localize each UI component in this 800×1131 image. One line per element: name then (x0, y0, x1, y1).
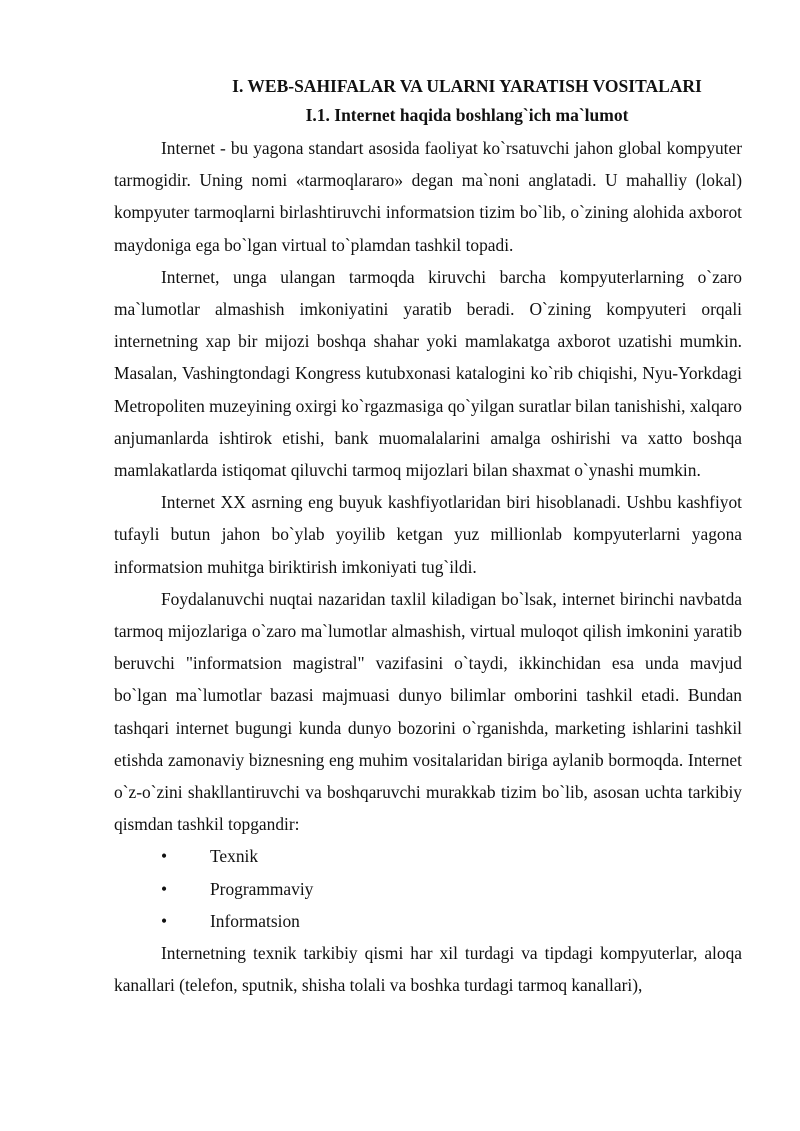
document-page (114, 72, 742, 1001)
list-item-label: Texnik (210, 846, 259, 867)
bullet-icon: • (161, 878, 168, 899)
paragraph: Internetning texnik tarkibiy qismi har xil turdagi va tipdagi kompyuterlar, aloqa kanallari (telefon, sputnik, shisha tolali va boshka turdagi tarmoq kanallari), (114, 943, 742, 996)
list-item (114, 905, 742, 937)
bullet-icon: • (161, 846, 168, 867)
component-list (114, 840, 742, 937)
paragraph: Internet XX asrning eng buyuk kashfiyotlaridan biri hisoblanadi. Ushbu kashfiyot tufayli butun jahon bo`ylab yoyilib ketgan yuz millionlab kompyuterlarni yagona informatsion muhitga biriktirish imkoniyati tug`ildi. (114, 492, 742, 577)
paragraph: Internet - bu yagona standart asosida faoliyat ko`rsatuvchi jahon global kompyuter tarmogidir. Uning nomi «tarmoqlararo» degan ma`noni anglatadi. U mahalliy (lokal) kompyuter tarmoqlarni birlashtiruvchi informatsion tizim bo`lib, o`zining alohida axborot maydoniga ega bo`lgan virtual to`plamdan tashkil topadi. (114, 138, 742, 255)
list-item-label: Informatsion (210, 910, 300, 931)
list-item-label: Programmaviy (210, 878, 314, 899)
paragraph: Internet, unga ulangan tarmoqda kiruvchi barcha kompyuterlarning o`zaro ma`lumotlar almashish imkoniyatini yaratib beradi. O`zining kompyuteri orqali internetning xap bir mijozi boshqa shahar yoki mamlakatga axborot uzatishi mumkin. Masalan, Vashingtondagi Kongress kutubxonasi katalogini ko`rib chiqishi, Nyu-Yorkdagi Metropoliten muzeyining oxirgi ko`rgazmasiga qo`yilgan suratlar bilan tanishishi, xalqaro anjumanlarda ishtirok etishi, bank muomalalarini amalga oshirishi va xatto boshqa mamlakatlarda istiqomat qiluvchi tarmoq mijozlari bilan shaxmat o`ynashi mumkin. (114, 266, 742, 481)
document-title: I. WEB-SAHIFALAR VA ULARNI YARATISH VOSITALARI (232, 76, 702, 96)
list-item (114, 840, 742, 872)
bullet-icon: • (161, 910, 168, 931)
section-subtitle: I.1. Internet haqida boshlang`ich ma`lumot (305, 105, 629, 125)
paragraph: Foydalanuvchi nuqtai nazaridan taxlil kiladigan bo`lsak, internet birinchi navbatda tarmoq mijozlariga o`zaro ma`lumotlar almashish, virtual muloqot qilish imkonini yaratib beruvchi "informatsion magistral" vazifasini o`taydi, ikkinchidan esa unda mavjud bo`lgan ma`lumotlar bazasi majmuasi dunyo bilimlar omborini tashkil etadi. Bundan tashqari internet bugungi kunda dunyo bozorini o`rganishda, marketing ishlarini tashkil etishda zamonaviy biznesning eng muhim vositalaridan biriga aylanib bormoqda. Internet o`z-o`zini shakllantiruvchi va boshqaruvchi murakkab tizim bo`lib, asosan uchta tarkibiy qismdan tashkil topgandir: (114, 588, 742, 835)
list-item (114, 873, 742, 905)
